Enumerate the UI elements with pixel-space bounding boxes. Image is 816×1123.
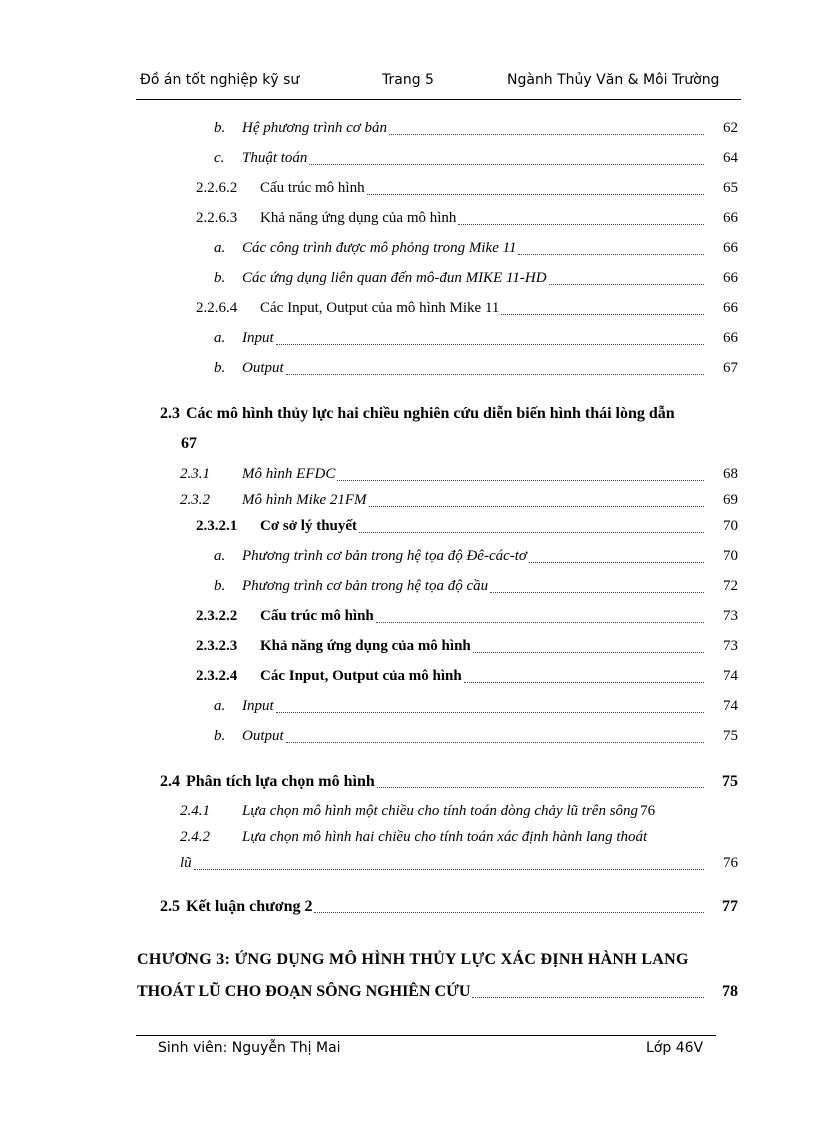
toc-entry[interactable] [196,608,738,632]
toc-page: 76 [723,855,738,871]
toc-entry[interactable] [214,270,738,294]
toc-leader [389,133,704,135]
chapter-heading-line1[interactable]: CHƯƠNG 3: ỨNG DỤNG MÔ HÌNH THỦY LỰC XÁC ĐỊNH HÀNH LANG [137,951,689,968]
toc-entry[interactable] [214,330,738,354]
toc-page: 72 [723,578,738,594]
toc-leader [309,163,704,165]
toc-entry[interactable] [180,829,740,853]
chapter-title-continued: THOÁT LŨ CHO ĐOẠN SÔNG NGHIÊN CỨU [137,983,471,1000]
toc-label: 2.4.1 [180,803,210,819]
toc-title: Các công trình được mô phỏng trong Mike 11 [242,240,517,256]
toc-title: Input [242,698,274,714]
toc-page: 70 [723,548,738,564]
toc-title: Mô hình EFDC [242,466,336,482]
toc-page: 66 [723,210,738,226]
toc-leader [337,479,704,481]
toc-label: 2.3.2 [180,492,210,508]
toc-page: 76 [640,803,656,819]
toc-entry[interactable] [196,210,738,234]
toc-leader [458,223,704,225]
toc-entry[interactable] [214,548,738,572]
toc-entry-section[interactable] [160,405,740,429]
toc-label: a. [214,548,226,564]
toc-entry[interactable] [180,492,738,516]
toc-entry[interactable] [196,518,738,542]
toc-entry[interactable] [180,803,738,827]
toc-page: 62 [723,120,738,136]
footer-student: Sinh viên: Nguyễn Thị Mai [158,1040,341,1056]
toc-label: 2.5 [160,898,180,915]
toc-label: b. [214,578,226,594]
toc-page: 74 [723,668,738,684]
toc-entry[interactable] [214,698,738,722]
toc-leader [286,373,704,375]
toc-leader [276,343,704,345]
toc-title: Output [242,360,284,376]
chapter-page: 78 [722,983,738,1000]
toc-entry[interactable] [214,150,738,174]
toc-label: 2.3.1 [180,466,210,482]
toc-label: 2.3.2.1 [196,518,238,534]
toc-title: Các ứng dụng liên quan đến mô-đun MIKE 11-HD [242,270,547,286]
toc-leader [194,868,704,870]
toc-title: Các mô hình thủy lực hai chiều nghiên cứu diễn biến hình thái lòng dẫn [186,405,675,422]
toc-label: 2.4.2 [180,829,210,845]
toc-entry-section[interactable] [160,773,738,797]
toc-title: Mô hình Mike 21FM [242,492,367,508]
toc-entry[interactable] [214,578,738,602]
toc-title: Lựa chọn mô hình hai chiều cho tính toán xác định hành lang thoát [242,829,648,845]
chapter-heading-line2[interactable] [137,983,738,1007]
toc-label: 2.3.2.2 [196,608,238,624]
toc-leader [367,193,704,195]
toc-leader [286,741,704,743]
toc-entry-section[interactable] [160,898,738,922]
toc-title: Phân tích lựa chọn mô hình [186,773,375,790]
toc-entry[interactable] [214,728,738,752]
toc-title: Các Input, Output của mô hình Mike 11 [260,300,500,316]
toc-leader [473,651,704,653]
toc-label: a. [214,698,226,714]
toc-leader [490,591,704,593]
toc-page: 65 [723,180,738,196]
toc-label: c. [214,150,225,166]
toc-label: a. [214,330,226,346]
toc-leader [549,283,704,285]
toc-page: 69 [723,492,738,508]
toc-page: 70 [723,518,738,534]
toc-page: 66 [723,330,738,346]
toc-label: a. [214,240,226,256]
header-page-number: Trang 5 [382,72,434,88]
toc-leader [314,911,704,913]
toc-entry[interactable] [196,180,738,204]
toc-entry[interactable] [214,360,738,384]
toc-leader [472,996,704,998]
toc-title: Cấu trúc mô hình [260,180,365,196]
toc-title: Phương trình cơ bản trong hệ tọa độ Đê-các-tơ [242,548,527,564]
toc-leader [377,786,704,788]
toc-page: 64 [723,150,738,166]
toc-entry-continued [180,855,738,879]
toc-title: Output [242,728,284,744]
toc-title: Phương trình cơ bản trong hệ tọa độ cầu [242,578,489,594]
footer-class: Lớp 46V [646,1040,704,1056]
toc-title: Khả năng ứng dụng của mô hình [260,638,471,654]
toc-leader [359,531,704,533]
header-right: Ngành Thủy Văn & Môi Trường [507,72,720,88]
toc-page: 74 [723,698,738,714]
toc-title-continued: lũ [180,855,192,871]
toc-entry[interactable] [196,668,738,692]
toc-label: b. [214,270,226,286]
toc-page: 66 [723,270,738,286]
toc-title: Các Input, Output của mô hình [260,668,462,684]
toc-title: Input [242,330,274,346]
toc-page: 66 [723,240,738,256]
toc-page: 68 [723,466,738,482]
toc-title: Lựa chọn mô hình một chiều cho tính toán dòng chảy lũ trên sông [242,803,639,819]
toc-leader [529,561,704,563]
toc-page: 73 [723,638,738,654]
toc-entry[interactable] [196,638,738,662]
toc-leader [376,621,704,623]
toc-label: 2.2.6.2 [196,180,238,196]
toc-leader [464,681,704,683]
toc-label: 2.3.2.4 [196,668,238,684]
toc-entry-section-page [181,435,241,459]
toc-leader [518,253,704,255]
toc-label: b. [214,360,226,376]
toc-label: b. [214,120,226,136]
toc-entry[interactable] [214,120,738,144]
toc-page: 66 [723,300,738,316]
toc-title: Khả năng ứng dụng của mô hình [260,210,457,226]
toc-label: 2.2.6.4 [196,300,238,316]
toc-title: Kết luận chương 2 [186,898,313,915]
toc-label: 2.2.6.3 [196,210,238,226]
toc-title: Cấu trúc mô hình [260,608,374,624]
toc-leader [369,505,704,507]
footer-rule [136,1035,716,1036]
toc-page: 73 [723,608,738,624]
toc-page: 75 [723,728,738,744]
toc-page: 77 [722,898,738,915]
toc-leader [276,711,704,713]
toc-title: Thuật toán [242,150,308,166]
toc-page: 75 [722,773,738,790]
toc-entry[interactable] [196,300,738,324]
toc-title: Hệ phương trình cơ bản [242,120,388,136]
toc-entry[interactable] [214,240,738,264]
toc-label: 2.3.2.3 [196,638,238,654]
header-left: Đồ án tốt nghiệp kỹ sư [140,72,300,88]
toc-label: 2.3 [160,405,180,422]
toc-label: 2.4 [160,773,180,790]
toc-page: 67 [181,435,197,452]
toc-page: 67 [723,360,738,376]
toc-title: Cơ sở lý thuyết [260,518,358,534]
toc-label: b. [214,728,226,744]
toc-leader [501,313,704,315]
toc-entry[interactable] [180,466,738,490]
